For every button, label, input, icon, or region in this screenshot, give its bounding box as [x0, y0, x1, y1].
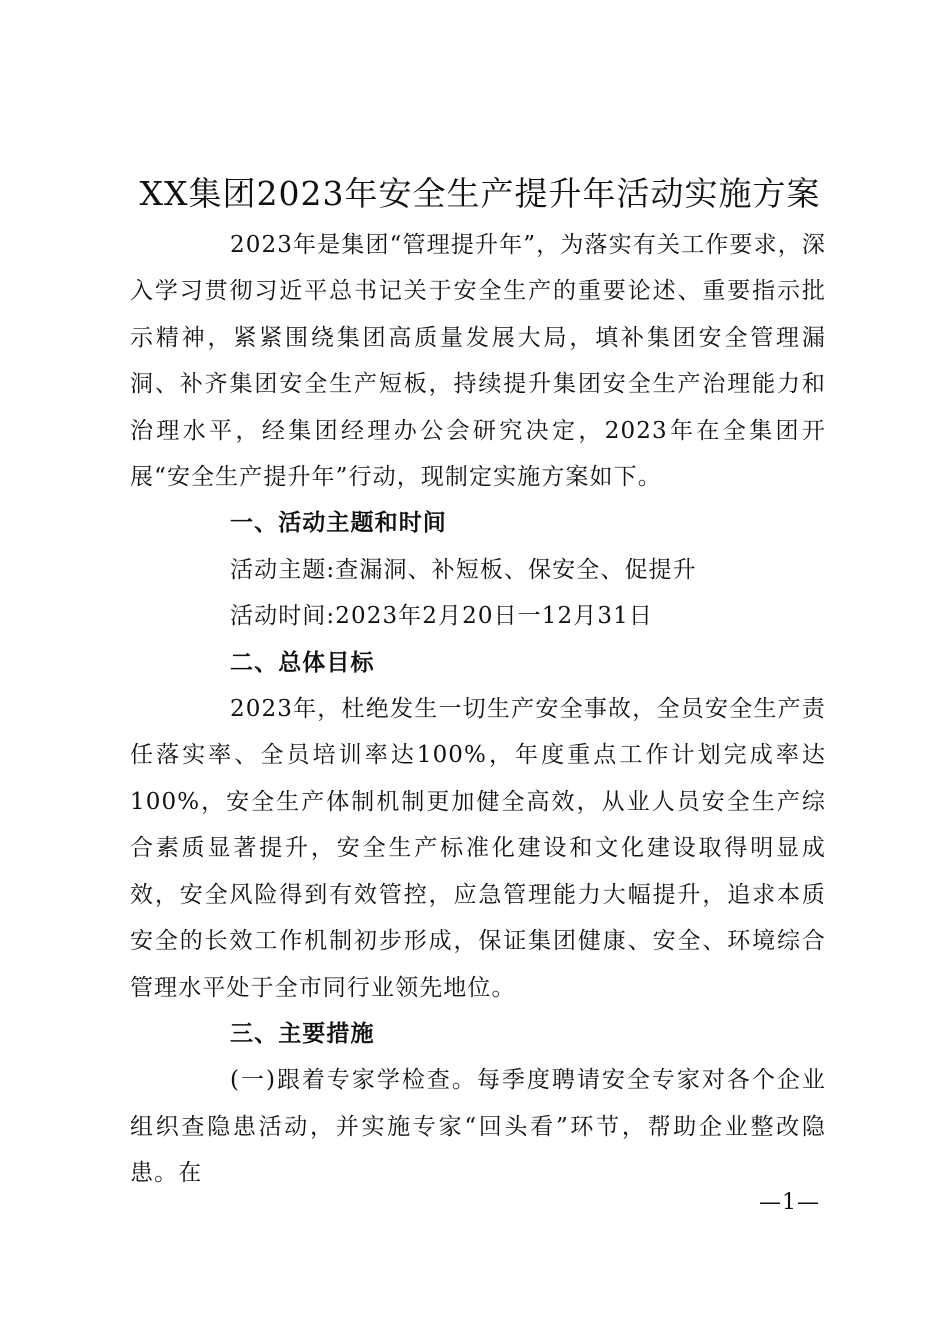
section-heading-goals: 二、总体目标 — [230, 649, 375, 676]
intro-paragraph: 2023年是集团“管理提升年”，为落实有关工作要求，深入学习贯彻习近平总书记关于安全生产的重要论述、重要指示批示精神，紧紧围绕集团高质量发展大局，填补集团安全管理漏洞、补齐集团安全生产短板，持续提升集团安全生产治理能力和治理水平，经集团经理办公会研究决定，2023年在全集团开展“安全生产提升年”行动，现制定实施方案如下。 — [130, 232, 826, 491]
document-body — [130, 222, 826, 1197]
section-heading-theme-time: 一、活动主题和时间 — [230, 510, 447, 537]
section-heading-measures: 三、主要措施 — [230, 1020, 375, 1047]
activity-time: 活动时间:2023年2月20日一12月31日 — [230, 603, 653, 630]
measure-paragraph: (一)跟着专家学检查。每季度聘请安全专家对各个企业组织查隐患活动，并实施专家“回头看”环节，帮助企业整改隐患。在 — [130, 1067, 826, 1187]
activity-theme: 活动主题:查漏洞、补短板、保安全、促提升 — [230, 556, 697, 583]
document-title: XX集团2023年安全生产提升年活动实施方案 — [139, 174, 821, 213]
goals-paragraph: 2023年，杜绝发生一切生产安全事故，全员安全生产责任落实率、全员培训率达100%，年度重点工作计划完成率达100%，安全生产体制机制更加健全高效，从业人员安全生产综合素质显著提升，安全生产标准化建设和文化建设取得明显成效，安全风险得到有效管控，应急管理能力大幅提升，追求本质安全的长效工作机制初步形成，保证集团健康、安全、环境综合管理水平处于全市同行业领先地位。 — [130, 696, 826, 1001]
page-number: —1— — [759, 1190, 820, 1215]
